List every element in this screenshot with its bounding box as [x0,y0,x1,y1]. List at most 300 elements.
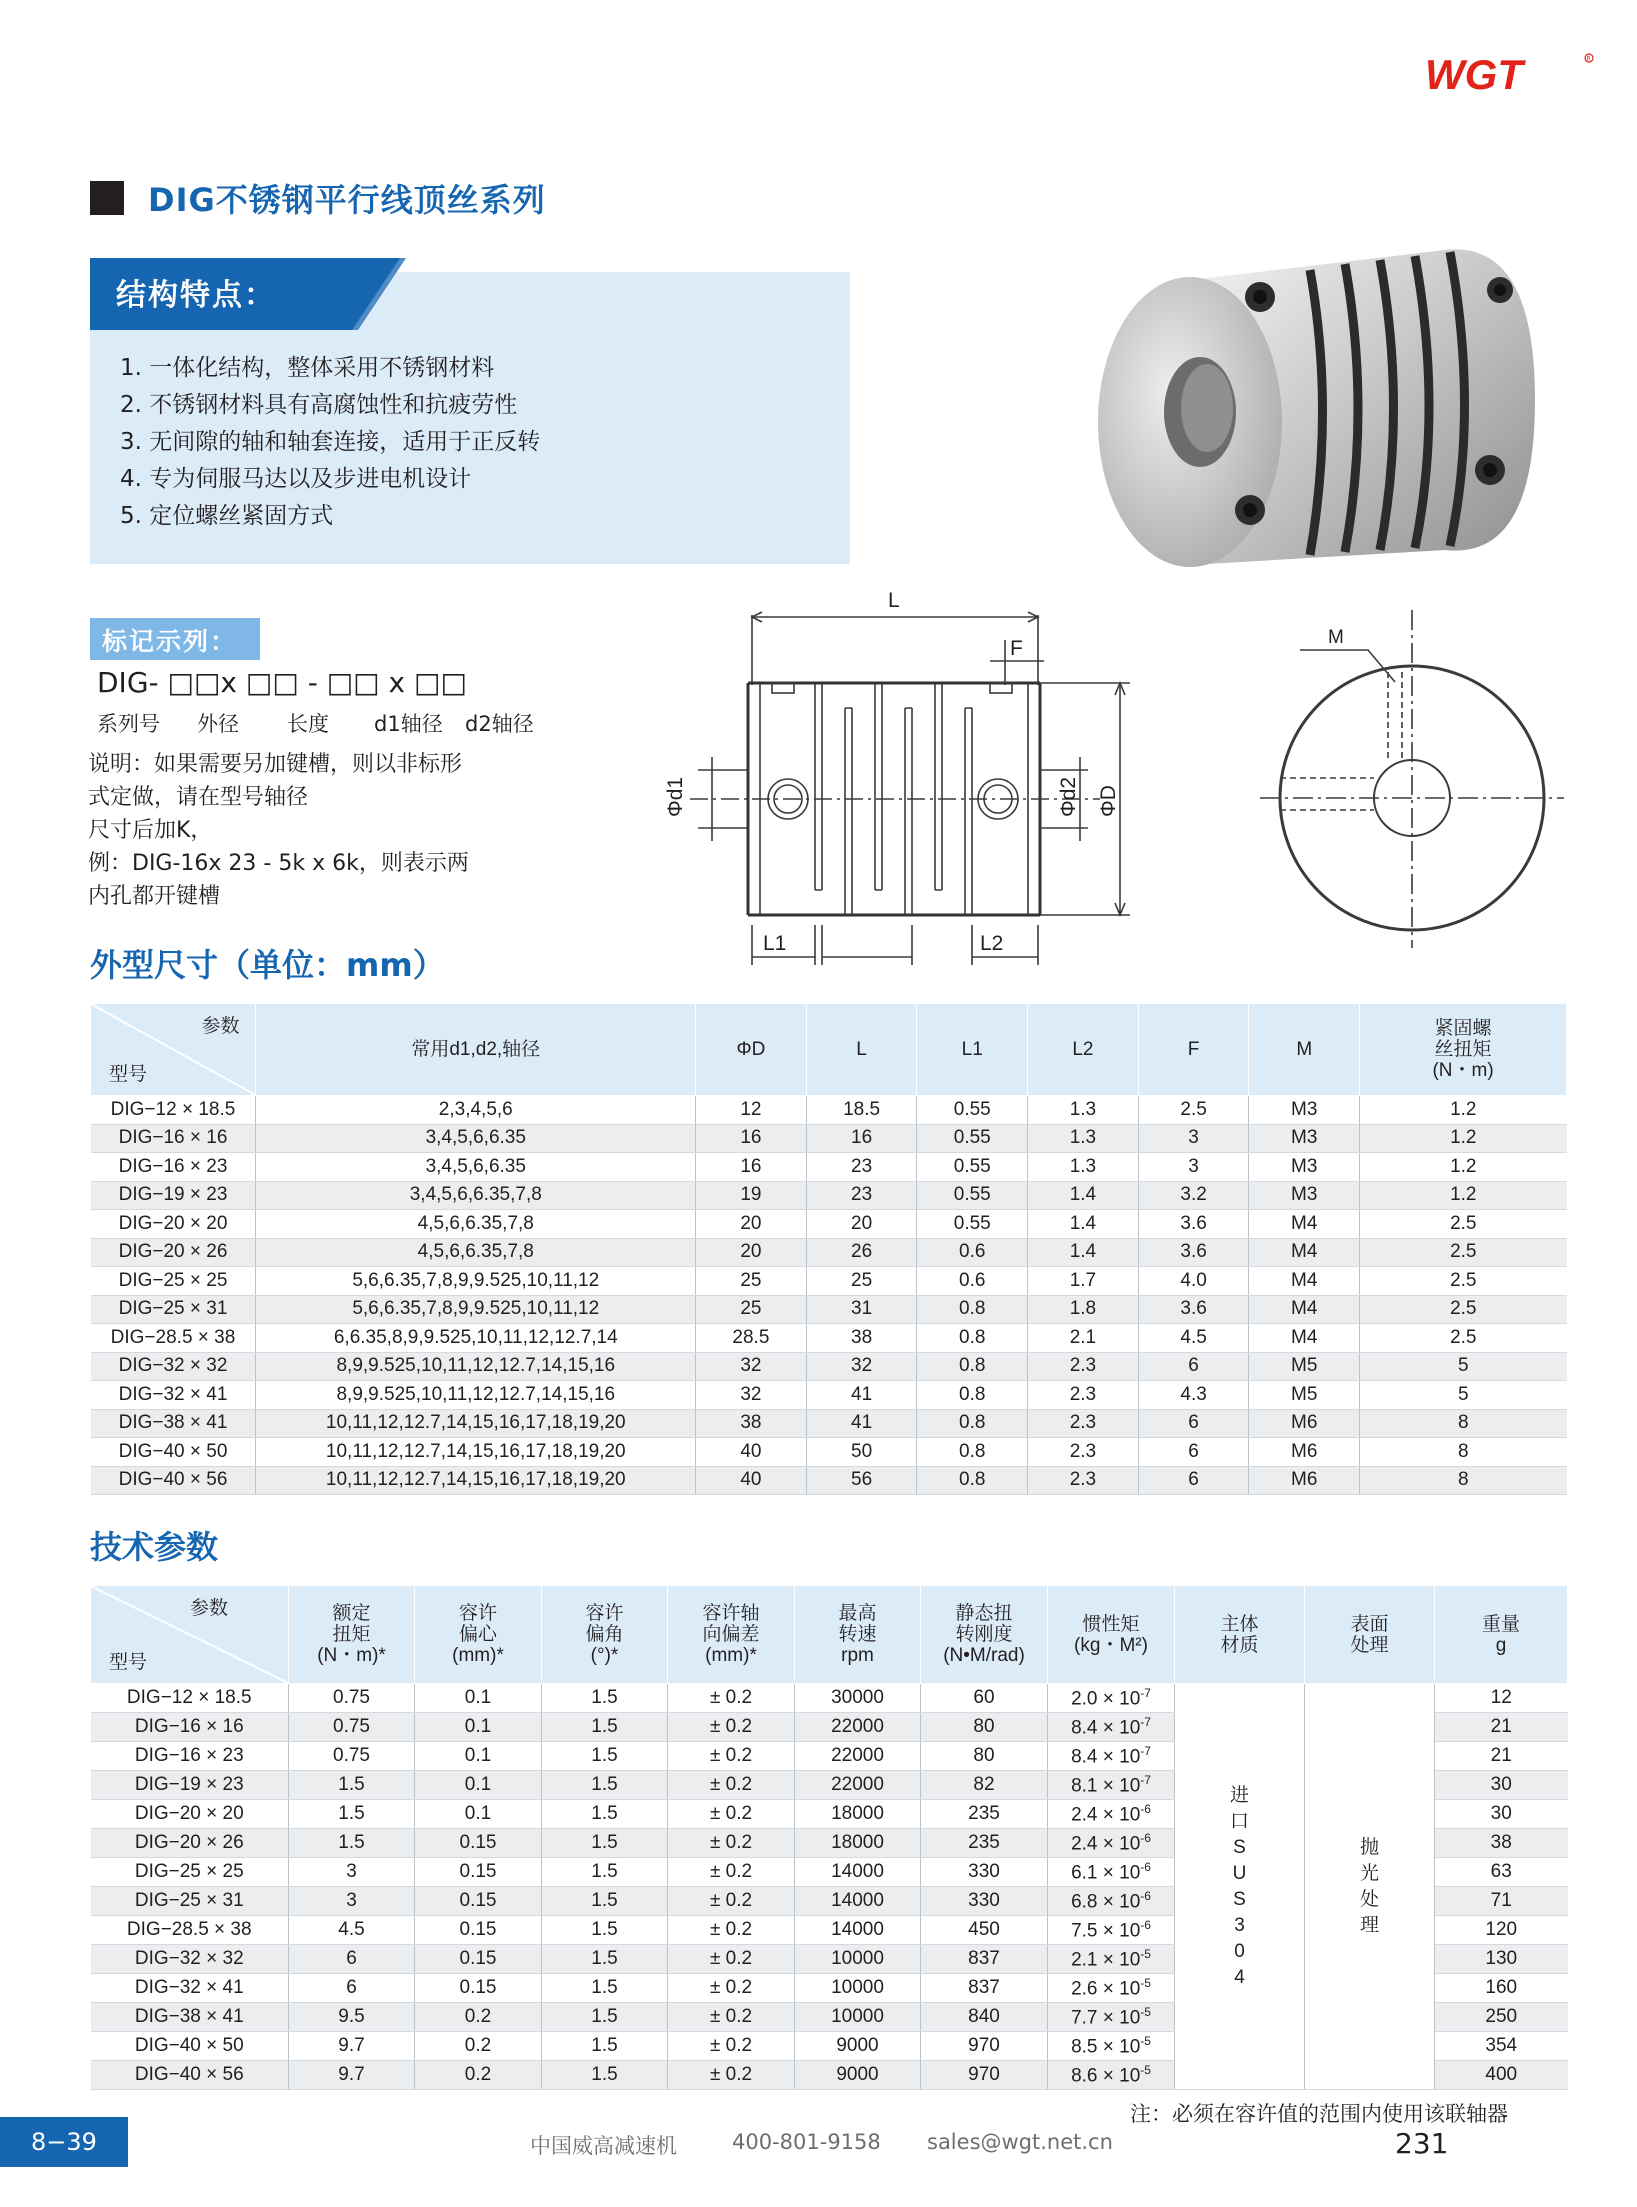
dimensions-cell: DIG−12 × 18.5 [91,1096,256,1125]
dimensions-cell: 41 [806,1381,917,1410]
dimensions-cell: 0.55 [917,1181,1028,1210]
dimensions-cell: M5 [1249,1381,1360,1410]
technical-cell: 840 [921,2003,1048,2032]
technical-cell: 0.75 [289,1684,415,1713]
dimensions-cell: 0.8 [917,1409,1028,1438]
technical-cell: 14000 [795,1887,921,1916]
technical-cell: 6 [289,1945,415,1974]
material-char: 0 [1234,1940,1245,1962]
label-length: 长度 [287,712,329,736]
col-stiffness: 静态扭 转刚度 (N•M/rad) [921,1586,1048,1684]
corner-model-label: 型号 [109,1652,148,1673]
technical-cell: 10000 [795,1945,921,1974]
material-char: S [1233,1836,1246,1858]
dimensions-cell: 25 [806,1267,917,1296]
technical-cell: 9000 [795,2061,921,2090]
technical-cell: ± 0.2 [668,1713,795,1742]
dimensions-cell: M3 [1249,1124,1360,1153]
inertia-cell [1048,1713,1175,1742]
product-photo [1095,240,1535,570]
dimensions-cell: 10,11,12,12.7,14,15,16,17,18,19,20 [256,1409,696,1438]
inertia-base: 2.4 × 10 [1071,1833,1141,1855]
technical-cell: 60 [921,1684,1048,1713]
inertia-cell [1048,1829,1175,1858]
header-line: 紧固螺 [1434,1018,1492,1039]
feature-list [120,350,540,535]
technical-cell: 0.15 [415,1945,542,1974]
dimensions-row [91,1238,1567,1267]
end-view-drawing [1250,610,1570,950]
dimensions-cell: 40 [696,1438,807,1467]
dimensions-cell: DIG−16 × 16 [91,1124,256,1153]
note-line: 内孔都开键槽 [88,884,221,909]
technical-cell: 14000 [795,1858,921,1887]
technical-cell: 9.7 [289,2032,415,2061]
dimensions-cell: 32 [696,1381,807,1410]
dimensions-row [91,1466,1567,1495]
dim-L: L [888,589,900,612]
dimensions-cell: 0.55 [917,1210,1028,1239]
inertia-base: 8.5 × 10 [1071,2036,1141,2058]
finish-char: 光 [1359,1862,1379,1884]
technical-cell: 0.75 [289,1742,415,1771]
feature-item: 4. 专为伺服马达以及步进电机设计 [120,466,472,492]
inertia-cell [1048,1974,1175,2003]
technical-cell: 4.5 [289,1916,415,1945]
dimensions-cell: 23 [806,1153,917,1182]
dimensions-cell: 18.5 [806,1096,917,1125]
svg-text:R: R [1586,55,1591,63]
dimensions-cell: 3,4,5,6,6.35,7,8 [256,1181,696,1210]
technical-cell: 9.5 [289,2003,415,2032]
technical-cell: 18000 [795,1829,921,1858]
dimensions-cell: 1.7 [1028,1267,1139,1296]
label-d1: d1轴径 [374,712,443,736]
dimensions-cell: 1.2 [1360,1096,1567,1125]
dimensions-cell: 6 [1138,1438,1249,1467]
col-material: 主体 材质 [1175,1586,1305,1684]
technical-cell: 1.5 [542,1945,668,1974]
dimensions-cell: M4 [1249,1267,1360,1296]
dimensions-cell: 23 [806,1181,917,1210]
corner-param-label: 参数 [201,1016,240,1037]
section-page-tab: 8−39 [0,2117,128,2167]
dim-corner-header [91,1004,256,1096]
dimensions-cell: 2.5 [1360,1238,1567,1267]
dimensions-cell: 2.1 [1028,1324,1139,1353]
technical-cell: 330 [921,1858,1048,1887]
dimensions-cell: 2.5 [1360,1295,1567,1324]
technical-cell: 330 [921,1887,1048,1916]
technical-cell: DIG−20 × 26 [91,1829,289,1858]
dimensions-cell: 16 [806,1124,917,1153]
inertia-cell [1048,1916,1175,1945]
col-axial: 容许轴 向偏差 (mm)* [668,1586,795,1684]
dimensions-cell: DIG−19 × 23 [91,1181,256,1210]
col-M: M [1249,1004,1360,1096]
dimensions-cell: 3.6 [1138,1238,1249,1267]
technical-cell: 1.5 [542,2061,668,2090]
weight-cell: 30 [1435,1800,1568,1829]
inertia-exponent: -5 [1140,1975,1151,1990]
dimensions-cell: DIG−38 × 41 [91,1409,256,1438]
dimensions-cell: DIG−28.5 × 38 [91,1324,256,1353]
material-char: 口 [1229,1810,1249,1832]
technical-cell: 10000 [795,1974,921,2003]
keyway-note [88,748,548,913]
wgt-logo [1425,52,1595,96]
dimensions-cell: 5 [1360,1352,1567,1381]
dimensions-cell: DIG−40 × 56 [91,1466,256,1495]
dimensions-row [91,1295,1567,1324]
feature-item: 3. 无间隙的轴和轴套连接，适用于正反转 [120,429,541,455]
technical-cell: DIG−25 × 25 [91,1858,289,1887]
dimensions-cell: 3.6 [1138,1295,1249,1324]
technical-cell: 1.5 [289,1771,415,1800]
dimensions-cell: 1.2 [1360,1181,1567,1210]
dimensions-cell: 38 [696,1409,807,1438]
technical-cell: 837 [921,1974,1048,2003]
dimensions-cell: 50 [806,1438,917,1467]
col-L1: L1 [917,1004,1028,1096]
dim-M: M [1328,627,1344,648]
dimensions-cell: 2.5 [1360,1324,1567,1353]
weight-cell: 21 [1435,1713,1568,1742]
page-number: 231 [1395,2127,1449,2160]
usage-footnote: 注：必须在容许值的范围内使用该联轴器 [1130,2102,1508,2126]
weight-cell: 120 [1435,1916,1568,1945]
technical-table [90,1585,1568,2090]
weight-cell: 160 [1435,1974,1568,2003]
technical-cell: 970 [921,2061,1048,2090]
dim-D: ΦD [1097,785,1120,817]
inertia-base: 7.5 × 10 [1071,1920,1141,1942]
technical-cell: 1.5 [542,1742,668,1771]
footer-email: sales@wgt.net.cn [927,2130,1113,2154]
col-eccentricity: 容许 偏心 (mm)* [415,1586,542,1684]
label-outer-diameter: 外径 [197,712,239,736]
inertia-base: 6.1 × 10 [1071,1862,1141,1884]
technical-cell: 3 [289,1858,415,1887]
technical-cell: 0.75 [289,1713,415,1742]
col-finish: 表面 处理 [1305,1586,1435,1684]
inertia-exponent: -6 [1140,1801,1151,1816]
technical-cell: 22000 [795,1742,921,1771]
dimensions-cell: 4,5,6,6.35,7,8 [256,1210,696,1239]
dimensions-row [91,1324,1567,1353]
dimensions-row [91,1096,1567,1125]
dimensions-row [91,1438,1567,1467]
inertia-base: 6.8 × 10 [1071,1891,1141,1913]
weight-cell: 12 [1435,1684,1568,1713]
technical-cell: 22000 [795,1713,921,1742]
technical-cell: 970 [921,2032,1048,2061]
dimensions-cell: 2.3 [1028,1381,1139,1410]
inertia-cell [1048,1684,1175,1713]
dimensions-cell: 6 [1138,1466,1249,1495]
dimensions-cell: DIG−40 × 50 [91,1438,256,1467]
technical-cell: DIG−16 × 16 [91,1713,289,1742]
technical-cell: DIG−12 × 18.5 [91,1684,289,1713]
dimensions-cell: 56 [806,1466,917,1495]
inertia-exponent: -6 [1140,1917,1151,1932]
technical-cell: 1.5 [542,1974,668,2003]
dimensions-cell: M6 [1249,1438,1360,1467]
inertia-exponent: -5 [1140,2004,1151,2019]
technical-cell: ± 0.2 [668,1829,795,1858]
technical-cell: 82 [921,1771,1048,1800]
technical-cell: 1.5 [542,1829,668,1858]
dimensions-cell: 1.4 [1028,1238,1139,1267]
technical-cell: DIG−40 × 56 [91,2061,289,2090]
dimensions-cell: 16 [696,1153,807,1182]
dimensions-cell: 32 [696,1352,807,1381]
inertia-cell [1048,2061,1175,2090]
technical-cell: ± 0.2 [668,2061,795,2090]
col-weight: 重量 g [1435,1586,1568,1684]
dimensions-cell: DIG−25 × 31 [91,1295,256,1324]
technical-cell: 80 [921,1742,1048,1771]
dimensions-cell: 1.2 [1360,1153,1567,1182]
technical-title: 技术参数 [90,1528,219,1566]
dimensions-cell: 0.55 [917,1124,1028,1153]
dimensions-cell: 4.5 [1138,1324,1249,1353]
dimensions-row [91,1267,1567,1296]
dimensions-cell: 1.3 [1028,1124,1139,1153]
dimensions-row [91,1153,1567,1182]
inertia-base: 8.4 × 10 [1071,1746,1141,1768]
dimensions-cell: DIG−32 × 41 [91,1381,256,1410]
dimensions-row [91,1352,1567,1381]
dimensions-cell: 6 [1138,1409,1249,1438]
dimensions-cell: 0.6 [917,1238,1028,1267]
inertia-cell [1048,1742,1175,1771]
technical-cell: 235 [921,1800,1048,1829]
dim-L2: L2 [980,932,1004,955]
technical-cell: 837 [921,1945,1048,1974]
dimensions-cell: 1.4 [1028,1181,1139,1210]
dimensions-cell: 38 [806,1324,917,1353]
side-view-svg [650,585,1190,980]
technical-cell: 3 [289,1887,415,1916]
inertia-base: 8.4 × 10 [1071,1717,1141,1739]
feature-heading: 结构特点： [116,278,276,313]
label-series: 系列号 [97,712,160,736]
technical-cell: DIG−16 × 23 [91,1742,289,1771]
technical-cell: 1.5 [542,1800,668,1829]
technical-cell: DIG−40 × 50 [91,2032,289,2061]
dimensions-cell: 20 [696,1238,807,1267]
inertia-exponent: -7 [1140,1685,1151,1700]
dimensions-cell: 1.8 [1028,1295,1139,1324]
dimensions-cell: 10,11,12,12.7,14,15,16,17,18,19,20 [256,1466,696,1495]
dimensions-cell: M4 [1249,1238,1360,1267]
title-square-icon [90,181,124,215]
dimensions-cell: DIG−25 × 25 [91,1267,256,1296]
dimensions-row [91,1409,1567,1438]
inertia-exponent: -5 [1140,1946,1151,1961]
dimensions-cell: M3 [1249,1181,1360,1210]
dimensions-cell: 3,4,5,6,6.35 [256,1124,696,1153]
dimensions-cell: 4.0 [1138,1267,1249,1296]
material-char: 4 [1234,1966,1245,1988]
dimensions-cell: 8 [1360,1409,1567,1438]
dimensions-cell: M6 [1249,1409,1360,1438]
inertia-exponent: -6 [1140,1888,1151,1903]
dimensions-row [91,1181,1567,1210]
finish-cell [1305,1684,1435,2090]
inertia-exponent: -6 [1140,1830,1151,1845]
col-shaft-diameters: 常用d1,d2,轴径 [256,1004,696,1096]
dimensions-cell: 8,9,9.525,10,11,12,12.7,14,15,16 [256,1352,696,1381]
technical-cell: 1.5 [289,1829,415,1858]
inertia-base: 8.1 × 10 [1071,1775,1141,1797]
technical-cell: DIG−19 × 23 [91,1771,289,1800]
dimensions-cell: 2.3 [1028,1409,1139,1438]
dimensions-cell: 2.5 [1138,1096,1249,1125]
side-view-drawing [650,585,1190,980]
dimensions-row [91,1381,1567,1410]
dimensions-cell: DIG−32 × 32 [91,1352,256,1381]
header-line: 丝扭矩 [1434,1039,1492,1060]
col-angular: 容许 偏角 (°)* [542,1586,668,1684]
dimensions-cell: 0.8 [917,1381,1028,1410]
dim-d2: Φd2 [1057,776,1080,817]
dimensions-cell: 0.6 [917,1267,1028,1296]
dimensions-cell: 2.3 [1028,1466,1139,1495]
feature-item: 2. 不锈钢材料具有高腐蚀性和抗疲劳性 [120,392,518,418]
dimensions-cell: 3 [1138,1153,1249,1182]
dimensions-cell: 6,6.35,8,9,9.525,10,11,12,12.7,14 [256,1324,696,1353]
weight-cell: 130 [1435,1945,1568,1974]
inertia-cell [1048,1887,1175,1916]
dimensions-cell: 25 [696,1267,807,1296]
technical-cell: 1.5 [542,1771,668,1800]
technical-cell: 1.5 [542,1858,668,1887]
dimensions-cell: 3.6 [1138,1210,1249,1239]
material-char: 进 [1229,1784,1249,1806]
dimensions-cell: 0.8 [917,1295,1028,1324]
dimensions-cell: 10,11,12,12.7,14,15,16,17,18,19,20 [256,1438,696,1467]
technical-cell: ± 0.2 [668,1974,795,2003]
inertia-cell [1048,1945,1175,1974]
technical-cell: 1.5 [542,1713,668,1742]
dimensions-cell: 5,6,6.35,7,8,9,9.525,10,11,12 [256,1295,696,1324]
inertia-exponent: -7 [1140,1714,1151,1729]
technical-cell: 9000 [795,2032,921,2061]
inertia-exponent: -7 [1140,1743,1151,1758]
note-line: 例：DIG-16x 23 - 5k x 6k，则表示两 [88,851,469,876]
weight-cell: 71 [1435,1887,1568,1916]
technical-cell: 1.5 [289,1800,415,1829]
inertia-base: 2.0 × 10 [1071,1688,1141,1710]
technical-cell: 0.1 [415,1713,542,1742]
material-char: U [1232,1862,1247,1884]
col-length: L [806,1004,917,1096]
dimensions-cell: M6 [1249,1466,1360,1495]
corner-param-label: 参数 [189,1598,228,1619]
dimensions-cell: M5 [1249,1352,1360,1381]
col-rated-torque: 额定 扭矩 (N・m)* [289,1586,415,1684]
dimensions-cell: M4 [1249,1295,1360,1324]
technical-cell: 1.5 [542,1916,668,1945]
dimensions-title: 外型尺寸（单位：mm） [90,946,445,984]
col-inertia: 惯性矩 (kg・M²) [1048,1586,1175,1684]
dimensions-cell: 20 [696,1210,807,1239]
technical-cell: 18000 [795,1800,921,1829]
technical-cell: 0.1 [415,1742,542,1771]
dimensions-cell: 40 [696,1466,807,1495]
finish-char: 抛 [1359,1836,1379,1858]
technical-cell: 0.15 [415,1887,542,1916]
dimensions-cell: 25 [696,1295,807,1324]
technical-cell: 10000 [795,2003,921,2032]
dimensions-cell: 3,4,5,6,6.35 [256,1153,696,1182]
technical-cell: ± 0.2 [668,1916,795,1945]
technical-table-body [91,1684,1568,2090]
dimensions-cell: 19 [696,1181,807,1210]
dimensions-row [91,1210,1567,1239]
dimensions-cell: 0.55 [917,1153,1028,1182]
dimensions-row [91,1124,1567,1153]
inertia-base: 7.7 × 10 [1071,2007,1141,2029]
dimensions-cell: 16 [696,1124,807,1153]
note-line: 尺寸后加K， [88,818,213,843]
technical-cell: 14000 [795,1916,921,1945]
dimensions-cell: 2,3,4,5,6 [256,1096,696,1125]
weight-cell: 250 [1435,2003,1568,2032]
feature-heading-tab [90,258,406,330]
material-char: 3 [1234,1914,1245,1936]
dimensions-cell: 0.8 [917,1324,1028,1353]
page-title-text: DIG不锈钢平行线顶丝系列 [148,181,546,219]
inertia-exponent: -6 [1140,1859,1151,1874]
technical-cell: DIG−25 × 31 [91,1887,289,1916]
technical-cell: 22000 [795,1771,921,1800]
dim-L1: L1 [763,932,787,955]
technical-row [91,1684,1568,1713]
inertia-exponent: -5 [1140,2033,1151,2048]
dimensions-cell: DIG−20 × 20 [91,1210,256,1239]
material-char: S [1233,1888,1246,1910]
col-L2: L2 [1028,1004,1139,1096]
dimensions-cell: 1.2 [1360,1124,1567,1153]
dimensions-cell: 32 [806,1352,917,1381]
col-F: F [1138,1004,1249,1096]
dimensions-cell: 2.5 [1360,1267,1567,1296]
wgt-logo-mark [1425,52,1595,96]
dimensions-cell: 0.55 [917,1096,1028,1125]
inertia-cell [1048,1800,1175,1829]
tech-corner-header [91,1586,289,1684]
dimensions-cell: 5 [1360,1381,1567,1410]
technical-cell: 450 [921,1916,1048,1945]
dimensions-cell: 5,6,6.35,7,8,9,9.525,10,11,12 [256,1267,696,1296]
technical-cell: ± 0.2 [668,1771,795,1800]
footer-company: 中国威高减速机 [530,2134,677,2158]
dimensions-cell: 31 [806,1295,917,1324]
dimensions-cell: 8,9,9.525,10,11,12,12.7,14,15,16 [256,1381,696,1410]
dimensions-cell: 41 [806,1409,917,1438]
technical-cell: ± 0.2 [668,1684,795,1713]
technical-cell: ± 0.2 [668,2032,795,2061]
dimensions-cell: 28.5 [696,1324,807,1353]
weight-cell: 354 [1435,2032,1568,2061]
marking-heading: 标记示列： [90,618,260,660]
dimensions-cell: 4,5,6,6.35,7,8 [256,1238,696,1267]
technical-cell: DIG−38 × 41 [91,2003,289,2032]
technical-cell: 0.2 [415,2003,542,2032]
